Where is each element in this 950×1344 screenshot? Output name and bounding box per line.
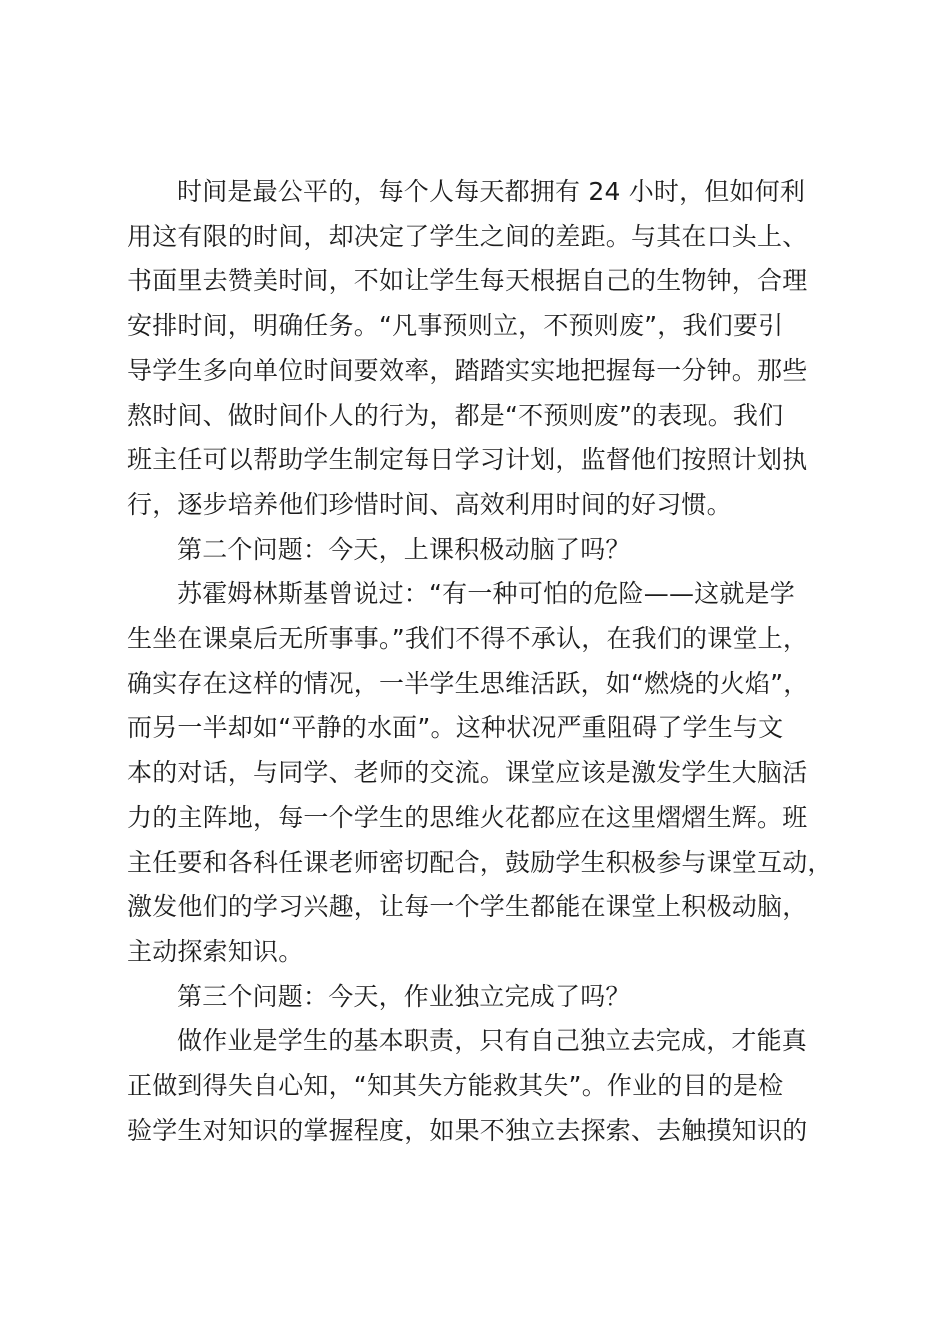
text-line: 而另一半却如“平静的水面”。这种状况严重阻碍了学生与文 — [127, 713, 784, 743]
paragraph — [127, 975, 839, 1020]
text-line: 安排时间，明确任务。“凡事预则立，不预则废”，我们要引 — [127, 311, 784, 341]
text-line: 主任要和各科任课老师密切配合，鼓励学生积极参与课堂互动， — [127, 847, 833, 877]
paragraph — [127, 572, 839, 974]
text-line: 用这有限的时间，却决定了学生之间的差距。与其在口头上、 — [127, 221, 808, 251]
paragraph — [127, 170, 839, 528]
text-line: 时间是最公平的，每个人每天都拥有 24 小时，但如何利 — [177, 177, 806, 206]
text-line: 生坐在课桌后无所事事。”我们不得不承认，在我们的课堂上， — [127, 624, 809, 654]
text-line: 激发他们的学习兴趣，让每一个学生都能在课堂上积极动脑， — [127, 892, 808, 922]
paragraph — [127, 1019, 839, 1153]
text-line: 行，逐步培养他们珍惜时间、高效利用时间的好习惯。 — [127, 489, 732, 519]
text-line: 熬时间、做时间仆人的行为，都是“不预则废”的表现。我们 — [127, 400, 784, 430]
body-text — [127, 170, 839, 1153]
text-line: 确实存在这样的情况，一半学生思维活跃，如“燃烧的火焰”， — [127, 668, 809, 698]
text-line: 力的主阵地，每一个学生的思维火花都应在这里熠熠生辉。班 — [127, 802, 808, 832]
paragraph — [127, 528, 839, 573]
text-line: 本的对话，与同学、老师的交流。课堂应该是激发学生大脑活 — [127, 758, 808, 788]
text-line: 验学生对知识的掌握程度，如果不独立去探索、去触摸知识的 — [127, 1115, 808, 1145]
text-line: 书面里去赞美时间，不如让学生每天根据自己的生物钟，合理 — [127, 266, 808, 296]
text-line: 苏霍姆林斯基曾说过：“有一种可怕的危险——这就是学 — [177, 579, 795, 609]
text-line: 正做到得失自心知，“知其失方能救其失”。作业的目的是检 — [127, 1071, 784, 1101]
text-line: 做作业是学生的基本职责，只有自己独立去完成，才能真 — [177, 1026, 808, 1056]
text-line: 导学生多向单位时间要效率，踏踏实实地把握每一分钟。那些 — [127, 355, 808, 385]
text-line: 主动探索知识。 — [127, 936, 304, 966]
text-line: 第三个问题：今天，作业独立完成了吗？ — [177, 981, 631, 1011]
text-line: 班主任可以帮助学生制定每日学习计划，监督他们按照计划执 — [127, 445, 808, 475]
text-line: 第二个问题：今天，上课积极动脑了吗？ — [177, 534, 631, 564]
